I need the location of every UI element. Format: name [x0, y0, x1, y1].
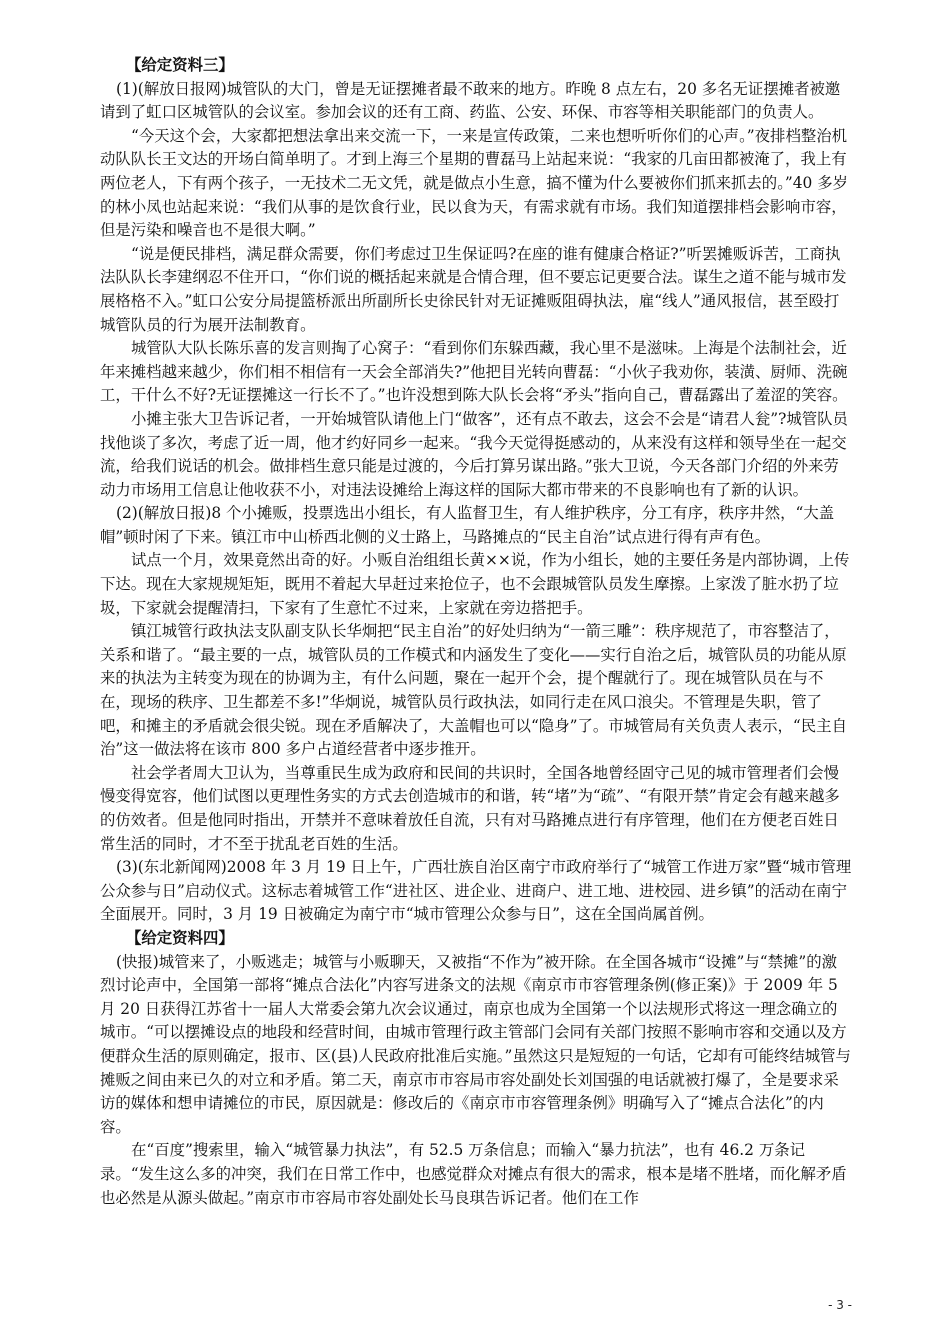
paragraph: “说是便民排档，满足群众需要，你们考虑过卫生保证吗?在座的谁有健康合格证?”听罢摊贩诉苦，工商执法队队长李建纲忍不住开口，“你们说的概括起来就是合情合理，但不要忘记更要合法。谋生之道不能与城市发展格格不入。”虹口公安分局提篮桥派出所副所长史徐民针对无证摊贩阻碍执法，雇“线人”通风报信，甚至殴打城管队员的行为展开法制教育。: [100, 244, 847, 334]
page-number: - 3 -: [828, 1298, 852, 1313]
paragraph: (1)(解放日报网)城管队的大门，曾是无证摆摊者最不敢来的地方。昨晚 8 点左右，20 多名无证摆摊者被邀请到了虹口区城管队的会议室。参加会议的还有工商、药监、公安、环保、市容等相关职能部门的负责人。: [100, 79, 841, 122]
paragraph: 试点一个月，效果竟然出奇的好。小贩自治组组长黄××说，作为小组长，她的主要任务是内部协调，上传下达。现在大家规规矩矩，既用不着起大早赶过来抢位子，也不会跟城管队员发生摩擦。上家泼了脏水扔了垃圾，下家就会提醒清扫，下家有了生意忙不过来，上家就在旁边搭把手。: [100, 551, 850, 617]
paragraph: 镇江城管行政执法支队副支队长华炯把“民主自治”的好处归纳为“一箭三雕”：秩序规范了，市容整洁了，关系和谐了。“最主要的一点，城管队员的工作模式和内涵发生了变化——实行自治之后，城管队员的功能从原来的执法为主转变为现在的协调为主，有什么问题，聚在一起开个会，提个醒就行了。现在城管队员在与不在，现场的秩序、卫生都差不多!”华炯说，城管队员行政执法，如同行走在风口浪尖。不管理是失职，管了吧，和摊主的矛盾就会很尖锐。现在矛盾解决了，大盖帽也可以“隐身”了。市城管局有关负责人表示，“民主自治”这一做法将在该市 800 多户占道经营者中逐步推开。: [100, 622, 847, 759]
document-body: [100, 54, 852, 1210]
paragraph: (快报)城管来了，小贩逃走；城管与小贩聊天，又被指“不作为”被开除。在全国各城市“设摊”与“禁摊”的激烈讨论声中，全国第一部将“摊点合法化”内容写进条文的法规《南京市市容管理条例(修正案)》于 2009 年 5 月 20 日获得江苏省十一届人大常委会第九次会议通过，南京也成为全国第一个以法规形式将这一理念确立的城市。“可以摆摊设点的地段和经营时间，由城市管理行政主管部门会同有关部门按照不影响市容和交通以及方便群众生活的原则确定，报市、区(县)人民政府批准后实施。”虽然这只是短短的一句话，它却有可能终结城管与摊贩之间由来已久的对立和矛盾。第二天，南京市市容局市容处副处长刘国强的电话就被打爆了，全是要求采访的媒体和想申请摊位的市民，原因就是：修改后的《南京市市容管理条例》明确写入了“摊点合法化”的内容。: [100, 952, 851, 1136]
paragraph: 在“百度”搜索里，输入“城管暴力执法”，有 52.5 万条信息；而输入“暴力抗法”，也有 46.2 万条记录。“发生这么多的冲突，我们在日常工作中，也感觉群众对摊点有很大的需求，根本是堵不胜堵，而化解矛盾也必然是从源头做起。”南京市市容局市容处副处长马良琪告诉记者。他们在工作: [100, 1141, 847, 1207]
paragraph: (3)(东北新闻网)2008 年 3 月 19 日上午，广西壮族自治区南宁市政府举行了“城管工作进万家”暨“城市管理公众参与日”启动仪式。这标志着城管工作“进社区、进企业、进商户、进工地、进校园、进乡镇”的活动在南宁全面展开。同时，3 月 19 日被确定为南宁市“城市管理公众参与日”，这在全国尚属首例。: [100, 858, 852, 924]
paragraph: 社会学者周大卫认为，当尊重民生成为政府和民间的共识时，全国各地曾经固守己见的城市管理者们会慢慢变得宽容，他们试图以更理性务实的方式去创造城市的和谐，转“堵”为“疏”、“有限开禁”肯定会有越来越多的仿效者。但是他同时指出，开禁并不意味着放任自流，只有对马路摊点进行有序管理，他们在方便老百姓日常生活的同时，才不至于扰乱老百姓的生活。: [100, 763, 840, 853]
section-heading-material-4: 【给定资料四】: [126, 928, 234, 947]
paragraph: “今天这个会，大家都把想法拿出来交流一下，一来是宣传政策，二来也想听听你们的心声。”夜排档整治机动队队长王文达的开场白简单明了。才到上海三个星期的曹磊马上站起来说：“我家的几亩田都被淹了，我上有两位老人，下有两个孩子，一无技术二无文凭，就是做点小生意，搞不懂为什么要被你们抓来抓去的。”40 多岁的林小凤也站起来说：“我们从事的是饮食行业，民以食为天，有需求就有市场。我们知道摆排档会影响市容，但是污染和噪音也不是很大啊。”: [100, 126, 849, 240]
paragraph: 小摊主张大卫告诉记者，一开始城管队请他上门“做客”，还有点不敢去，这会不会是“请君人瓮”?城管队员找他谈了多次，考虑了近一周，他才约好同乡一起来。“我今天觉得挺感动的，从来没有这样和领导坐在一起交流，给我们说话的机会。做排档生意只能是过渡的，今后打算另谋出路。”张大卫说，今天各部门介绍的外来劳动力市场用工信息让他收获不小，对违法设摊给上海这样的国际大都市带来的不良影响也有了新的认识。: [100, 409, 848, 499]
paragraph: (2)(解放日报)8 个小摊贩，投票选出小组长，有人监督卫生，有人维护秩序，分工有序，秩序井然，“大盖帽”顿时闲了下来。镇江市中山桥西北侧的义士路上，马路摊点的“民主自治”试点进行得有声有色。: [100, 504, 835, 546]
paragraph: 城管队大队长陈乐喜的发言则掏了心窝子：“看到你们东躲西藏，我心里不是滋味。上海是个法制社会，近年来摊档越来越少，你们相不相信有一天会全部消失?”他把目光转向曹磊：“小伙子我劝你，装潢、厨师、洗碗工，干什么不好?无证摆摊这一行长不了。”也许没想到陈大队长会将“矛头”指向自己，曹磊露出了羞涩的笑容。: [100, 339, 848, 405]
section-heading-material-3: 【给定资料三】: [126, 56, 234, 74]
